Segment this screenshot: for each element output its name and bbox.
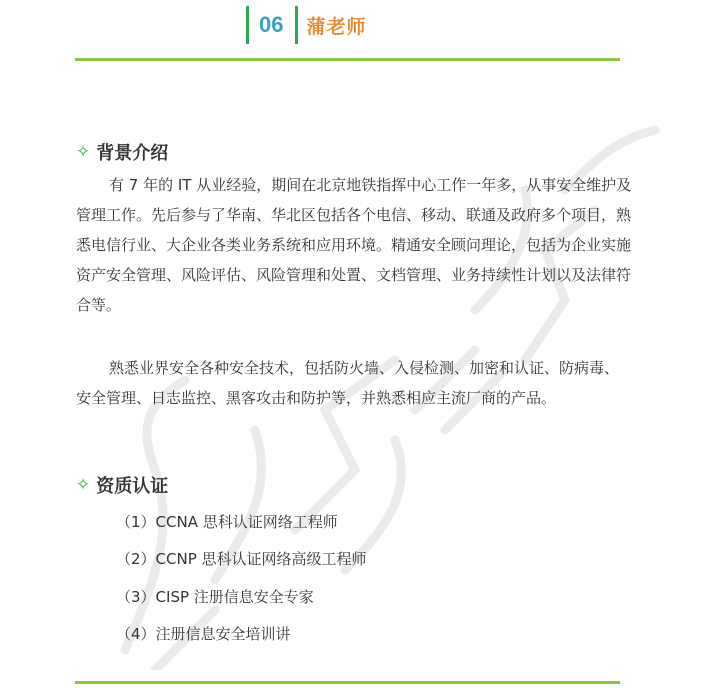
bottom-divider xyxy=(75,681,620,684)
section-title-text: 资质认证 xyxy=(96,476,169,497)
cert-item: （4）注册信息安全培训讲 xyxy=(116,625,291,643)
section-title-background xyxy=(76,139,168,165)
profile-header xyxy=(246,6,367,44)
background-paragraph-2: 熟悉业界安全各种安全技术，包括防火墙、入侵检测、加密和认证、防病毒、安全管理、日志监控、黑客攻击和防护等，并熟悉相应主流厂商的产品。 xyxy=(76,359,620,407)
teacher-name: 蒲老师 xyxy=(306,15,367,38)
section-title-text: 背景介绍 xyxy=(96,143,169,164)
four-point-star-icon: ✧ xyxy=(76,142,91,162)
cert-item: （1）CCNA 思科认证网络工程师 xyxy=(116,513,338,531)
profile-number: 06 xyxy=(259,12,284,37)
top-divider xyxy=(75,58,620,61)
cert-item: （3）CISP 注册信息安全专家 xyxy=(116,588,314,606)
background-paragraph-1: 有 7 年的 IT 从业经验，期间在北京地铁指挥中心工作一年多，从事安全维护及管理工作。先后参与了华南、华北区包括各个电信、移动、联通及政府多个项目，熟悉电信行业、大企业各类业务系统和应用环境。精通安全顾问理论，包括为企业实施资产安全管理、风险评估、风险管理和处置、文档管理、业务持续性计划以及法律符合等。 xyxy=(76,176,632,314)
four-point-star-icon: ✧ xyxy=(76,475,91,495)
section-title-certification xyxy=(76,472,168,498)
cert-item: （2）CCNP 思科认证网络高级工程师 xyxy=(116,550,367,568)
